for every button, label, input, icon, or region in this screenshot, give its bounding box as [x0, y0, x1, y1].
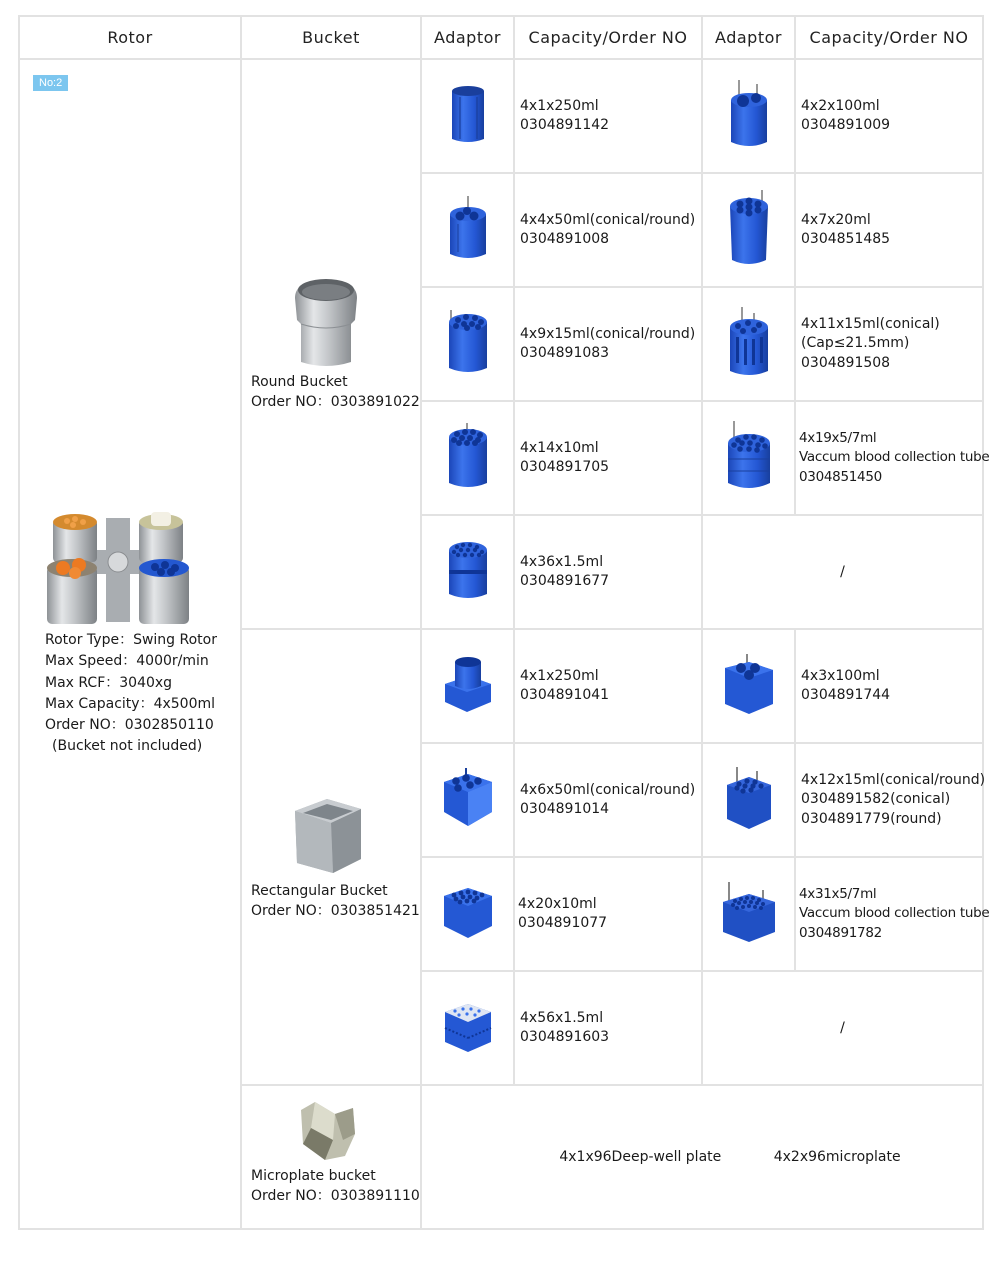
- round-adaptor-19-hole-icon: [724, 419, 774, 493]
- adaptor-image-cell: [702, 629, 795, 743]
- rectangular-bucket-name: Rectangular Bucket: [251, 883, 388, 899]
- rotor-info: [45, 510, 245, 758]
- round-bucket-order: Order NO：0303891022: [251, 394, 420, 410]
- square-adaptor-1-hole-icon: [443, 654, 493, 714]
- adaptor-image-cell: [421, 857, 514, 971]
- capacity-text: 4x6x50ml(conical/round): [520, 781, 696, 798]
- capacity-text: 4x20x10ml: [518, 895, 597, 912]
- capacity-cell: [514, 629, 702, 743]
- capacity-cell: [795, 173, 983, 287]
- capacity-cell: [795, 857, 990, 971]
- order-no-text: 0304891677: [520, 573, 610, 589]
- capacity-text: 4x3x100ml: [801, 667, 880, 684]
- microplate-bucket-image: [295, 1100, 359, 1162]
- round-adaptor-11-hole-icon: [726, 305, 772, 379]
- adaptor-image-cell: [421, 173, 514, 287]
- capacity-cell: [514, 743, 702, 857]
- square-adaptor-56-hole-icon: [443, 998, 493, 1054]
- adaptor-image-cell: [421, 59, 514, 173]
- microplate-bucket-name: Microplate bucket: [251, 1168, 376, 1184]
- order-no-text: 0304851485: [801, 231, 891, 247]
- round-adaptor-7-hole-icon: [726, 188, 772, 268]
- order-no-round-text: 0304891779(round): [801, 810, 942, 827]
- rectangular-bucket-order: Order NO：0303851421: [251, 903, 420, 919]
- order-no-text: 0304891008: [520, 231, 610, 247]
- order-no-conical-text: 0304891582(conical): [801, 791, 951, 808]
- capacity-cell: [514, 287, 702, 401]
- round-adaptor-1-hole-icon: [448, 83, 488, 145]
- adaptor-image-cell: [421, 515, 514, 629]
- order-no-text: 0304891744: [801, 687, 891, 703]
- rectangular-bucket-cell: [241, 629, 421, 1085]
- round-adaptor-9-hole-icon: [445, 308, 491, 376]
- adaptor-image-cell: [421, 743, 514, 857]
- rotor-spec-table: [18, 15, 990, 1230]
- empty-adaptor-cell: /: [702, 515, 983, 629]
- round-bucket-image: [291, 276, 361, 368]
- header-bucket: Bucket: [241, 16, 421, 59]
- swing-rotor-image: [43, 510, 193, 630]
- rotor-bucket-note: (Bucket not included): [52, 738, 203, 755]
- rotor-type: Rotor Type：Swing Rotor: [45, 632, 217, 648]
- order-no-text: 0304891014: [520, 801, 610, 817]
- capacity-cell: [514, 173, 702, 287]
- header-rotor: Rotor: [19, 16, 241, 59]
- rectangular-bucket-image: [289, 793, 365, 877]
- capacity-text: 4x2x100ml: [801, 97, 880, 114]
- capacity-cell: [514, 401, 702, 515]
- capacity-cell: [795, 743, 986, 857]
- order-no-text: 0304891705: [520, 459, 610, 475]
- rotor-number-badge: No:2: [33, 75, 68, 91]
- capacity-note-text: Vaccum blood collection tube: [799, 449, 990, 466]
- capacity-text: 4x7x20ml: [801, 211, 871, 228]
- adaptor-image-cell: [421, 287, 514, 401]
- square-adaptor-12-hole-icon: [723, 765, 775, 831]
- order-no-text: 0304851450: [799, 468, 882, 485]
- capacity-cell: [514, 515, 702, 629]
- empty-adaptor-cell: /: [702, 971, 983, 1085]
- adaptor-image-cell: [702, 173, 795, 287]
- capacity-cell: [795, 401, 990, 515]
- adaptor-image-cell: [702, 743, 795, 857]
- adaptor-image-cell: [702, 857, 795, 971]
- capacity-text: 4x9x15ml(conical/round): [520, 325, 696, 342]
- microplate-options-cell: [421, 1085, 983, 1229]
- order-no-text: 0304891603: [520, 1029, 610, 1045]
- capacity-text: 4x1x250ml: [520, 97, 599, 114]
- table-header-row: [19, 16, 983, 59]
- order-no-text: 0304891077: [518, 915, 608, 931]
- rotor-order-no: Order NO：0302850110: [45, 717, 214, 734]
- adaptor-image-cell: [702, 401, 795, 515]
- capacity-text: 4x31x5/7ml: [799, 885, 877, 902]
- capacity-text: 4x56x1.5ml: [520, 1009, 604, 1026]
- round-adaptor-4-hole-icon: [446, 194, 490, 262]
- capacity-text: 4x11x15ml(conical): [801, 315, 940, 332]
- capacity-note-text: Vaccum blood collection tube: [799, 905, 990, 922]
- capacity-text: 4x4x50ml(conical/round): [520, 211, 696, 228]
- header-capacity-1: Capacity/Order NO: [514, 16, 702, 59]
- adaptor-image-cell: [421, 401, 514, 515]
- order-no-text: 0304891782: [799, 924, 882, 941]
- rotor-max-speed: Max Speed：4000r/min: [45, 653, 209, 670]
- rotor-max-rcf: Max RCF：3040xg: [45, 674, 173, 691]
- round-bucket-cell: [241, 59, 421, 629]
- header-capacity-2: Capacity/Order NO: [795, 16, 983, 59]
- microplate-text: 4x2x96microplate: [773, 1149, 901, 1165]
- capacity-text: 4x19x5/7ml: [799, 429, 877, 446]
- order-no-text: 0304891508: [801, 354, 891, 371]
- adaptor-image-cell: [421, 629, 514, 743]
- header-adaptor-1: Adaptor: [421, 16, 514, 59]
- adaptor-image-cell: [421, 971, 514, 1085]
- capacity-cell: [514, 59, 702, 173]
- order-no-text: 0304891083: [520, 345, 610, 361]
- microplate-bucket-order: Order NO：0303891110: [251, 1188, 420, 1204]
- capacity-cell: [795, 629, 983, 743]
- capacity-note-text: (Cap≤21.5mm): [801, 335, 910, 352]
- capacity-text: 4x36x1.5ml: [520, 553, 604, 570]
- header-adaptor-2: Adaptor: [702, 16, 795, 59]
- microplate-bucket-cell: [241, 1085, 421, 1229]
- round-adaptor-36-hole-icon: [445, 538, 491, 602]
- capacity-cell: [795, 287, 983, 401]
- round-adaptor-2-hole-icon: [727, 78, 771, 150]
- square-adaptor-31-hole-icon: [721, 880, 777, 944]
- order-no-text: 0304891041: [520, 687, 610, 703]
- table-row: [19, 59, 983, 173]
- capacity-cell: [514, 857, 702, 971]
- square-adaptor-20-hole-icon: [442, 884, 494, 940]
- capacity-text: 4x1x250ml: [520, 667, 599, 684]
- capacity-text: 4x14x10ml: [520, 439, 599, 456]
- round-bucket-name: Round Bucket: [251, 374, 348, 390]
- rotor-cell: [19, 59, 241, 1229]
- deep-well-plate-text: 4x1x96Deep-well plate: [559, 1149, 722, 1165]
- capacity-text: 4x12x15ml(conical/round): [801, 771, 986, 788]
- square-adaptor-6-hole-icon: [442, 766, 494, 830]
- adaptor-image-cell: [702, 287, 795, 401]
- capacity-cell: [514, 971, 702, 1085]
- order-no-text: 0304891009: [801, 117, 891, 133]
- rotor-max-capacity: Max Capacity：4x500ml: [45, 695, 216, 712]
- adaptor-image-cell: [702, 59, 795, 173]
- order-no-text: 0304891142: [520, 117, 610, 133]
- round-adaptor-14-hole-icon: [445, 421, 491, 491]
- capacity-cell: [795, 59, 983, 173]
- square-adaptor-3-hole-icon: [723, 652, 775, 716]
